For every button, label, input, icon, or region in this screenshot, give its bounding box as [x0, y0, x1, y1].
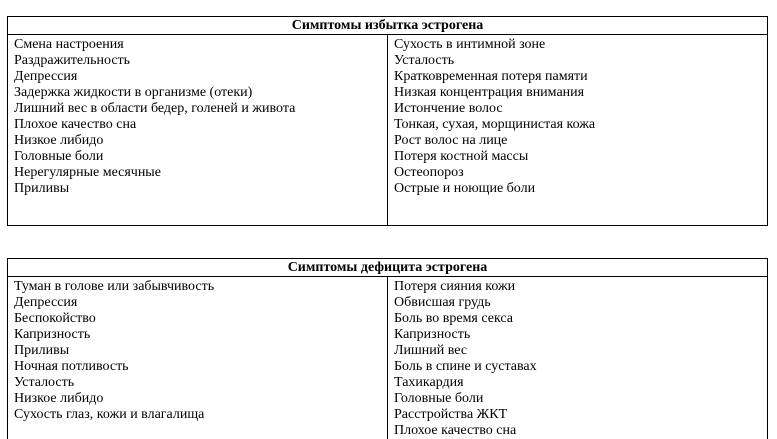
excess-table-title: Симптомы избытка эстрогена [8, 17, 768, 35]
deficit-symptom-item: Приливы [14, 343, 381, 359]
deficit-symptom-item: Усталость [14, 375, 381, 391]
excess-symptom-item: Тонкая, сухая, морщинистая кожа [394, 117, 761, 133]
excess-symptom-item: Нерегулярные месячные [14, 165, 381, 181]
deficit-symptom-item: Туман в голове или забывчивость [14, 279, 381, 295]
deficit-right-column [388, 277, 768, 439]
excess-symptom-item: Приливы [14, 181, 381, 197]
deficit-symptom-item: Потеря сияния кожи [394, 279, 761, 295]
deficit-left-column [8, 277, 388, 439]
deficit-symptom-list [394, 279, 761, 439]
excess-symptom-item: Истончение волос [394, 101, 761, 117]
deficit-symptom-item: Сухость глаз, кожи и влагалища [14, 407, 381, 423]
deficit-symptom-item: Расстройства ЖКТ [394, 407, 761, 423]
deficit-symptom-item: Капризность [394, 327, 761, 343]
excess-symptom-item: Сухость в интимной зоне [394, 37, 761, 53]
excess-symptoms-table [7, 16, 768, 226]
deficit-symptom-item: Обвисшая грудь [394, 295, 761, 311]
excess-symptom-item: Усталость [394, 53, 761, 69]
excess-symptom-item: Задержка жидкости в организме (отеки) [14, 85, 381, 101]
excess-symptom-list [394, 37, 761, 197]
excess-symptom-item: Раздражительность [14, 53, 381, 69]
deficit-symptom-item: Лишний вес [394, 343, 761, 359]
excess-symptom-item: Головные боли [14, 149, 381, 165]
excess-symptom-item: Рост волос на лице [394, 133, 761, 149]
excess-symptom-item: Плохое качество сна [14, 117, 381, 133]
deficit-table-title: Симптомы дефицита эстрогена [8, 259, 768, 277]
excess-symptom-item: Остеопороз [394, 165, 761, 181]
excess-symptom-item: Смена настроения [14, 37, 381, 53]
deficit-symptom-item: Боль в спине и суставах [394, 359, 761, 375]
excess-symptom-item: Лишний вес в области бедер, голеней и живота [14, 101, 381, 117]
deficit-symptom-item: Депрессия [14, 295, 381, 311]
deficit-symptom-item: Капризность [14, 327, 381, 343]
deficit-symptoms-table [7, 258, 768, 439]
excess-left-column [8, 35, 388, 226]
excess-symptom-item: Потеря костной массы [394, 149, 761, 165]
excess-symptom-item: Кратковременная потеря памяти [394, 69, 761, 85]
excess-symptom-item: Острые и ноющие боли [394, 181, 761, 197]
deficit-symptom-list [14, 279, 381, 423]
deficit-symptom-item: Боль во время секса [394, 311, 761, 327]
excess-symptom-item: Низкое либидо [14, 133, 381, 149]
deficit-symptom-item: Низкое либидо [14, 391, 381, 407]
excess-symptom-list [14, 37, 381, 197]
deficit-symptom-item: Беспокойство [14, 311, 381, 327]
excess-symptom-item: Депрессия [14, 69, 381, 85]
excess-right-column [388, 35, 768, 226]
deficit-symptom-item: Плохое качество сна [394, 423, 761, 439]
deficit-symptom-item: Тахикардия [394, 375, 761, 391]
deficit-symptom-item: Головные боли [394, 391, 761, 407]
excess-symptom-item: Низкая концентрация внимания [394, 85, 761, 101]
deficit-symptom-item: Ночная потливость [14, 359, 381, 375]
